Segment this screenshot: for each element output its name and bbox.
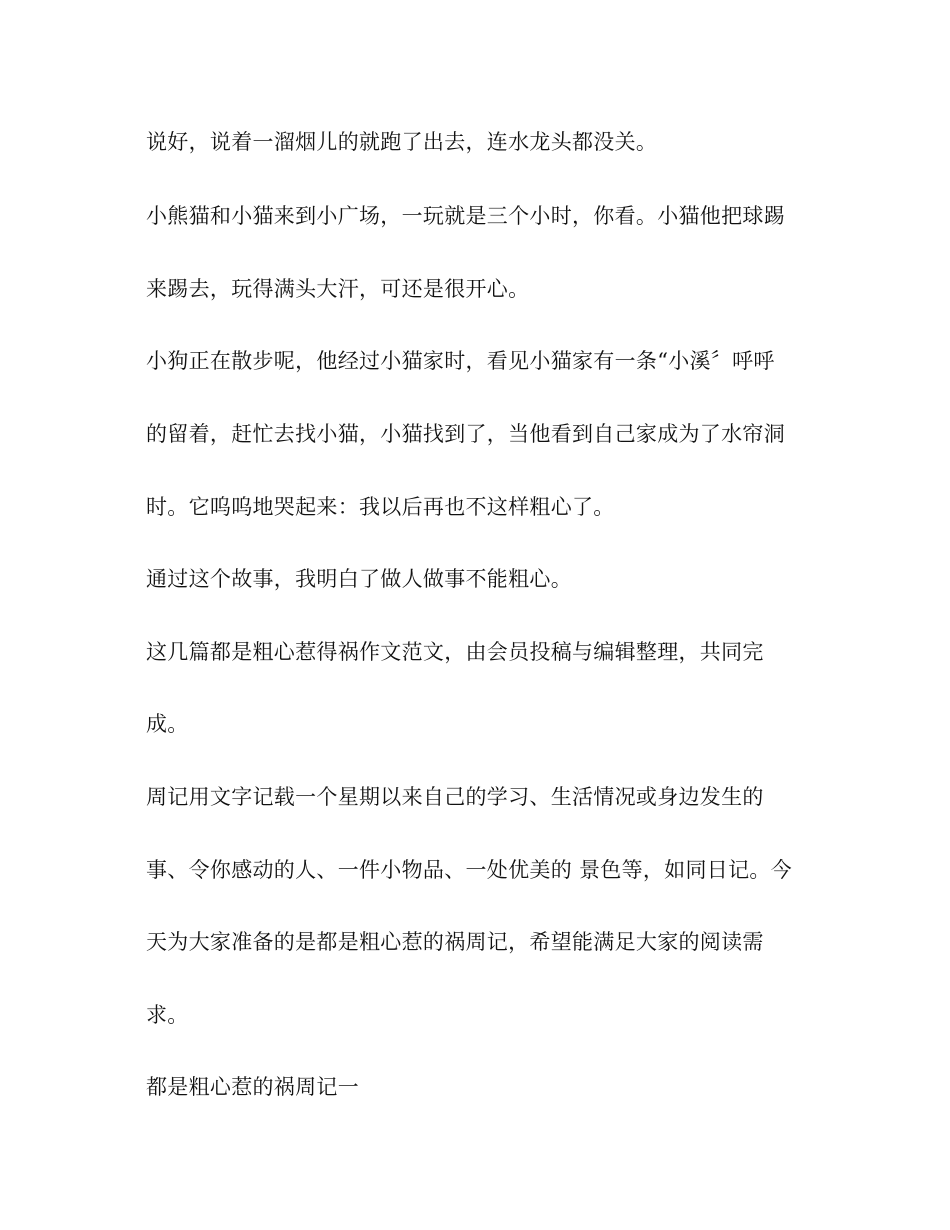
text-line: 小狗正在散步呢，他经过小猫家时，看见小猫家有一条“小溪〞呼呼 xyxy=(146,349,775,373)
section-heading: 都是粗心惹的祸周记一 xyxy=(146,1075,359,1099)
text-line: 小熊猫和小猫来到小广场，一玩就是三个小时，你看。小猫他把球踢 xyxy=(146,204,785,228)
text-line: 的留着，赶忙去找小猫，小猫找到了，当他看到自己家成为了水帘洞 xyxy=(146,422,785,446)
text-line: 成。 xyxy=(146,712,189,736)
text-line: 通过这个故事，我明白了做人做事不能粗心。 xyxy=(146,567,572,591)
text-line: 天为大家准备的是都是粗心惹的祸周记，希望能满足大家的阅读需 xyxy=(146,930,764,954)
text-line: 周记用文字记载一个星期以来自己的学习、生活情况或身边发生的 xyxy=(146,785,764,809)
text-line: 事、令你感动的人、一件小物品、一处优美的 景色等，如同日记。今 xyxy=(146,858,792,882)
text-line: 说好，说着一溜烟儿的就跑了出去，连水龙头都没关。 xyxy=(146,130,658,154)
text-line: 这几篇都是粗心惹得祸作文范文，由会员投稿与编辑整理，共同完 xyxy=(146,640,764,664)
text-line: 来踢去，玩得满头大汗，可还是很开心。 xyxy=(146,277,530,301)
text-line: 时。它呜呜地哭起来：我以后再也不这样粗心了。 xyxy=(146,495,615,519)
text-line: 求。 xyxy=(146,1003,189,1027)
